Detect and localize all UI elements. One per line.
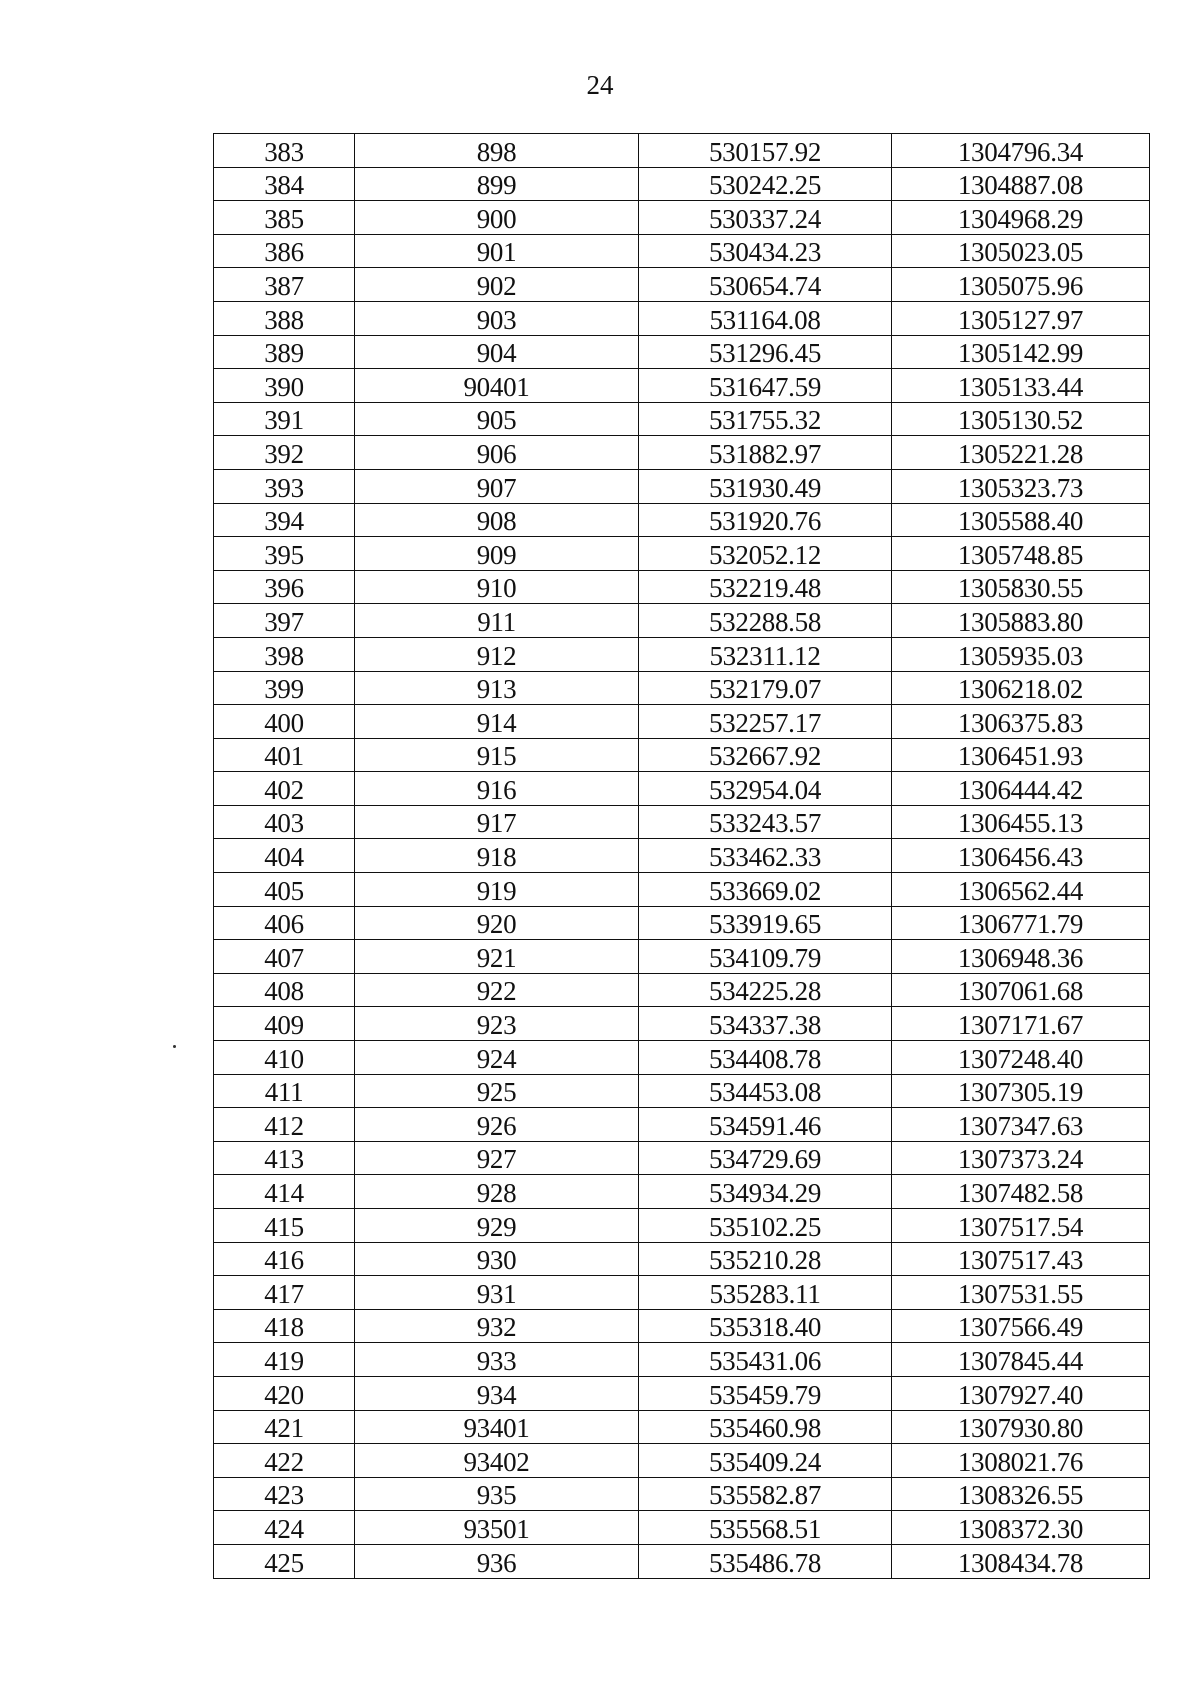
row-index-cell: 422 — [214, 1444, 355, 1478]
y-coordinate-cell: 1307171.67 — [892, 1007, 1150, 1041]
row-index-cell: 412 — [214, 1108, 355, 1142]
x-coordinate-cell: 531930.49 — [639, 469, 892, 503]
y-coordinate-cell: 1305127.97 — [892, 301, 1150, 335]
coordinate-table-body — [214, 134, 1150, 1579]
row-index-cell: 403 — [214, 805, 355, 839]
row-index-cell: 389 — [214, 335, 355, 369]
x-coordinate-cell: 535431.06 — [639, 1343, 892, 1377]
y-coordinate-cell: 1305588.40 — [892, 503, 1150, 537]
x-coordinate-cell: 531755.32 — [639, 402, 892, 436]
x-coordinate-cell: 534591.46 — [639, 1108, 892, 1142]
table-row — [214, 201, 1150, 235]
y-coordinate-cell: 1307347.63 — [892, 1108, 1150, 1142]
y-coordinate-cell: 1305133.44 — [892, 369, 1150, 403]
x-coordinate-cell: 535102.25 — [639, 1209, 892, 1243]
point-id-cell: 910 — [355, 570, 639, 604]
point-id-cell: 932 — [355, 1309, 639, 1343]
x-coordinate-cell: 533669.02 — [639, 873, 892, 907]
point-id-cell: 93501 — [355, 1511, 639, 1545]
x-coordinate-cell: 535409.24 — [639, 1444, 892, 1478]
row-index-cell: 400 — [214, 705, 355, 739]
point-id-cell: 936 — [355, 1544, 639, 1578]
x-coordinate-cell: 531920.76 — [639, 503, 892, 537]
y-coordinate-cell: 1308021.76 — [892, 1444, 1150, 1478]
table-row — [214, 805, 1150, 839]
table-row — [214, 1444, 1150, 1478]
x-coordinate-cell: 535318.40 — [639, 1309, 892, 1343]
row-index-cell: 392 — [214, 436, 355, 470]
point-id-cell: 93402 — [355, 1444, 639, 1478]
x-coordinate-cell: 534729.69 — [639, 1141, 892, 1175]
point-id-cell: 915 — [355, 738, 639, 772]
scan-dot — [173, 1045, 176, 1048]
point-id-cell: 90401 — [355, 369, 639, 403]
row-index-cell: 387 — [214, 268, 355, 302]
y-coordinate-cell: 1305075.96 — [892, 268, 1150, 302]
table-row — [214, 234, 1150, 268]
row-index-cell: 385 — [214, 201, 355, 235]
x-coordinate-cell: 532954.04 — [639, 772, 892, 806]
x-coordinate-cell: 535486.78 — [639, 1544, 892, 1578]
row-index-cell: 409 — [214, 1007, 355, 1041]
x-coordinate-cell: 534453.08 — [639, 1074, 892, 1108]
table-row — [214, 369, 1150, 403]
point-id-cell: 898 — [355, 134, 639, 168]
y-coordinate-cell: 1305323.73 — [892, 469, 1150, 503]
table-row — [214, 637, 1150, 671]
table-row — [214, 973, 1150, 1007]
page-number: 24 — [586, 70, 614, 100]
row-index-cell: 399 — [214, 671, 355, 705]
row-index-cell: 388 — [214, 301, 355, 335]
y-coordinate-cell: 1305142.99 — [892, 335, 1150, 369]
table-row — [214, 167, 1150, 201]
row-index-cell: 402 — [214, 772, 355, 806]
table-row — [214, 1242, 1150, 1276]
x-coordinate-cell: 530434.23 — [639, 234, 892, 268]
point-id-cell: 920 — [355, 906, 639, 940]
y-coordinate-cell: 1307517.54 — [892, 1209, 1150, 1243]
table-row — [214, 738, 1150, 772]
x-coordinate-cell: 531296.45 — [639, 335, 892, 369]
table-row — [214, 469, 1150, 503]
point-id-cell: 925 — [355, 1074, 639, 1108]
x-coordinate-cell: 532257.17 — [639, 705, 892, 739]
point-id-cell: 909 — [355, 537, 639, 571]
y-coordinate-cell: 1305830.55 — [892, 570, 1150, 604]
point-id-cell: 923 — [355, 1007, 639, 1041]
x-coordinate-cell: 533919.65 — [639, 906, 892, 940]
table-row — [214, 604, 1150, 638]
point-id-cell: 918 — [355, 839, 639, 873]
row-index-cell: 410 — [214, 1041, 355, 1075]
y-coordinate-cell: 1304796.34 — [892, 134, 1150, 168]
y-coordinate-cell: 1307531.55 — [892, 1276, 1150, 1310]
row-index-cell: 417 — [214, 1276, 355, 1310]
row-index-cell: 420 — [214, 1376, 355, 1410]
table-row — [214, 570, 1150, 604]
row-index-cell: 394 — [214, 503, 355, 537]
table-row — [214, 1074, 1150, 1108]
x-coordinate-cell: 531647.59 — [639, 369, 892, 403]
y-coordinate-cell: 1307566.49 — [892, 1309, 1150, 1343]
row-index-cell: 415 — [214, 1209, 355, 1243]
row-index-cell: 407 — [214, 940, 355, 974]
point-id-cell: 904 — [355, 335, 639, 369]
x-coordinate-cell: 535210.28 — [639, 1242, 892, 1276]
y-coordinate-cell: 1306375.83 — [892, 705, 1150, 739]
point-id-cell: 919 — [355, 873, 639, 907]
row-index-cell: 401 — [214, 738, 355, 772]
point-id-cell: 914 — [355, 705, 639, 739]
y-coordinate-cell: 1306771.79 — [892, 906, 1150, 940]
table-row — [214, 1108, 1150, 1142]
row-index-cell: 396 — [214, 570, 355, 604]
point-id-cell: 907 — [355, 469, 639, 503]
y-coordinate-cell: 1304968.29 — [892, 201, 1150, 235]
row-index-cell: 425 — [214, 1544, 355, 1578]
table-row — [214, 839, 1150, 873]
table-row — [214, 906, 1150, 940]
row-index-cell: 424 — [214, 1511, 355, 1545]
x-coordinate-cell: 534225.28 — [639, 973, 892, 1007]
point-id-cell: 906 — [355, 436, 639, 470]
point-id-cell: 916 — [355, 772, 639, 806]
x-coordinate-cell: 531164.08 — [639, 301, 892, 335]
row-index-cell: 416 — [214, 1242, 355, 1276]
x-coordinate-cell: 535283.11 — [639, 1276, 892, 1310]
point-id-cell: 901 — [355, 234, 639, 268]
table-row — [214, 671, 1150, 705]
point-id-cell: 935 — [355, 1477, 639, 1511]
table-row — [214, 1276, 1150, 1310]
row-index-cell: 395 — [214, 537, 355, 571]
table-row — [214, 705, 1150, 739]
point-id-cell: 931 — [355, 1276, 639, 1310]
row-index-cell: 419 — [214, 1343, 355, 1377]
table-row — [214, 1343, 1150, 1377]
table-row — [214, 1175, 1150, 1209]
point-id-cell: 911 — [355, 604, 639, 638]
table-row — [214, 1309, 1150, 1343]
table-row — [214, 940, 1150, 974]
x-coordinate-cell: 534337.38 — [639, 1007, 892, 1041]
y-coordinate-cell: 1307373.24 — [892, 1141, 1150, 1175]
row-index-cell: 393 — [214, 469, 355, 503]
point-id-cell: 899 — [355, 167, 639, 201]
point-id-cell: 922 — [355, 973, 639, 1007]
y-coordinate-cell: 1305935.03 — [892, 637, 1150, 671]
y-coordinate-cell: 1307517.43 — [892, 1242, 1150, 1276]
x-coordinate-cell: 532179.07 — [639, 671, 892, 705]
point-id-cell: 933 — [355, 1343, 639, 1377]
x-coordinate-cell: 532052.12 — [639, 537, 892, 571]
y-coordinate-cell: 1306455.13 — [892, 805, 1150, 839]
table-row — [214, 1041, 1150, 1075]
point-id-cell: 903 — [355, 301, 639, 335]
point-id-cell: 93401 — [355, 1410, 639, 1444]
point-id-cell: 902 — [355, 268, 639, 302]
row-index-cell: 386 — [214, 234, 355, 268]
y-coordinate-cell: 1308434.78 — [892, 1544, 1150, 1578]
row-index-cell: 405 — [214, 873, 355, 907]
table-row — [214, 1544, 1150, 1578]
x-coordinate-cell: 532311.12 — [639, 637, 892, 671]
row-index-cell: 408 — [214, 973, 355, 1007]
point-id-cell: 900 — [355, 201, 639, 235]
y-coordinate-cell: 1306218.02 — [892, 671, 1150, 705]
table-row — [214, 503, 1150, 537]
point-id-cell: 930 — [355, 1242, 639, 1276]
point-id-cell: 929 — [355, 1209, 639, 1243]
point-id-cell: 908 — [355, 503, 639, 537]
table-row — [214, 301, 1150, 335]
y-coordinate-cell: 1305221.28 — [892, 436, 1150, 470]
point-id-cell: 924 — [355, 1041, 639, 1075]
y-coordinate-cell: 1307845.44 — [892, 1343, 1150, 1377]
y-coordinate-cell: 1307305.19 — [892, 1074, 1150, 1108]
y-coordinate-cell: 1307927.40 — [892, 1376, 1150, 1410]
x-coordinate-cell: 532288.58 — [639, 604, 892, 638]
row-index-cell: 414 — [214, 1175, 355, 1209]
table-row — [214, 1007, 1150, 1041]
x-coordinate-cell: 534934.29 — [639, 1175, 892, 1209]
x-coordinate-cell: 531882.97 — [639, 436, 892, 470]
y-coordinate-cell: 1305023.05 — [892, 234, 1150, 268]
table-row — [214, 335, 1150, 369]
point-id-cell: 927 — [355, 1141, 639, 1175]
table-row — [214, 1376, 1150, 1410]
x-coordinate-cell: 535582.87 — [639, 1477, 892, 1511]
row-index-cell: 404 — [214, 839, 355, 873]
row-index-cell: 413 — [214, 1141, 355, 1175]
x-coordinate-cell: 530337.24 — [639, 201, 892, 235]
table-row — [214, 268, 1150, 302]
table-row — [214, 134, 1150, 168]
x-coordinate-cell: 532219.48 — [639, 570, 892, 604]
table-row — [214, 402, 1150, 436]
y-coordinate-cell: 1308372.30 — [892, 1511, 1150, 1545]
y-coordinate-cell: 1305883.80 — [892, 604, 1150, 638]
y-coordinate-cell: 1308326.55 — [892, 1477, 1150, 1511]
row-index-cell: 418 — [214, 1309, 355, 1343]
point-id-cell: 928 — [355, 1175, 639, 1209]
y-coordinate-cell: 1304887.08 — [892, 167, 1150, 201]
y-coordinate-cell: 1306948.36 — [892, 940, 1150, 974]
y-coordinate-cell: 1307248.40 — [892, 1041, 1150, 1075]
y-coordinate-cell: 1305748.85 — [892, 537, 1150, 571]
point-id-cell: 926 — [355, 1108, 639, 1142]
table-row — [214, 436, 1150, 470]
row-index-cell: 423 — [214, 1477, 355, 1511]
point-id-cell: 934 — [355, 1376, 639, 1410]
x-coordinate-cell: 535568.51 — [639, 1511, 892, 1545]
row-index-cell: 384 — [214, 167, 355, 201]
point-id-cell: 917 — [355, 805, 639, 839]
x-coordinate-cell: 532667.92 — [639, 738, 892, 772]
table-row — [214, 772, 1150, 806]
x-coordinate-cell: 533462.33 — [639, 839, 892, 873]
y-coordinate-cell: 1307930.80 — [892, 1410, 1150, 1444]
x-coordinate-cell: 535459.79 — [639, 1376, 892, 1410]
y-coordinate-cell: 1307061.68 — [892, 973, 1150, 1007]
table-row — [214, 1209, 1150, 1243]
y-coordinate-cell: 1305130.52 — [892, 402, 1150, 436]
row-index-cell: 411 — [214, 1074, 355, 1108]
x-coordinate-cell: 535460.98 — [639, 1410, 892, 1444]
row-index-cell: 397 — [214, 604, 355, 638]
point-id-cell: 905 — [355, 402, 639, 436]
row-index-cell: 421 — [214, 1410, 355, 1444]
table-row — [214, 1141, 1150, 1175]
row-index-cell: 390 — [214, 369, 355, 403]
row-index-cell: 406 — [214, 906, 355, 940]
x-coordinate-cell: 534109.79 — [639, 940, 892, 974]
x-coordinate-cell: 530654.74 — [639, 268, 892, 302]
y-coordinate-cell: 1307482.58 — [892, 1175, 1150, 1209]
y-coordinate-cell: 1306456.43 — [892, 839, 1150, 873]
y-coordinate-cell: 1306451.93 — [892, 738, 1150, 772]
x-coordinate-cell: 530157.92 — [639, 134, 892, 168]
y-coordinate-cell: 1306562.44 — [892, 873, 1150, 907]
table-row — [214, 1511, 1150, 1545]
row-index-cell: 383 — [214, 134, 355, 168]
point-id-cell: 913 — [355, 671, 639, 705]
table-row — [214, 1477, 1150, 1511]
table-row — [214, 873, 1150, 907]
x-coordinate-cell: 534408.78 — [639, 1041, 892, 1075]
y-coordinate-cell: 1306444.42 — [892, 772, 1150, 806]
point-id-cell: 912 — [355, 637, 639, 671]
row-index-cell: 398 — [214, 637, 355, 671]
x-coordinate-cell: 530242.25 — [639, 167, 892, 201]
table-row — [214, 537, 1150, 571]
coordinate-table — [213, 133, 1150, 1579]
row-index-cell: 391 — [214, 402, 355, 436]
x-coordinate-cell: 533243.57 — [639, 805, 892, 839]
point-id-cell: 921 — [355, 940, 639, 974]
table-row — [214, 1410, 1150, 1444]
